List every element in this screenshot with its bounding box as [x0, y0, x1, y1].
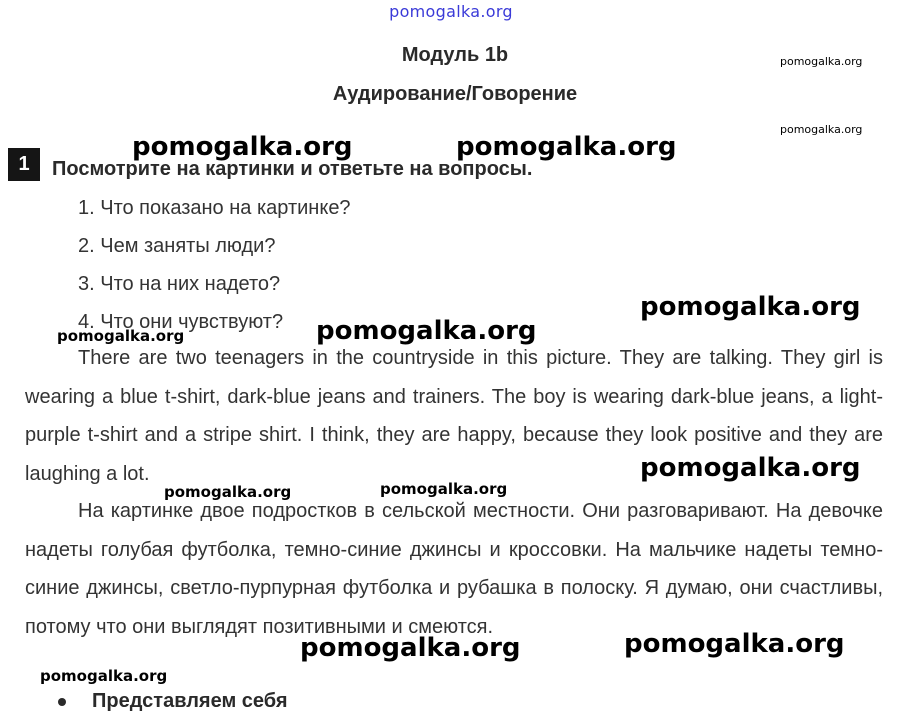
question-item: 2. Чем заняты люди?	[78, 235, 276, 257]
question-item: 1. Что показано на картинке?	[78, 197, 351, 219]
watermark-corner: pomogalka.org	[780, 55, 863, 68]
watermark-overlay: pomogalka.org	[164, 483, 292, 501]
watermark-overlay: pomogalka.org	[624, 629, 845, 659]
watermark-overlay: pomogalka.org	[132, 132, 353, 162]
section-title: Аудирование/Говорение	[332, 83, 578, 105]
task-title: Посмотрите на картинки и ответьте на вопросы.	[52, 158, 533, 180]
watermark-corner: pomogalka.org	[780, 123, 863, 136]
watermark-top: pomogalka.org	[389, 2, 513, 21]
answer-english: There are two teenagers in the countryside in this picture. They are talking. They girl is wearing a blue t-shirt, dark-blue jeans and trainers. The boy is wearing dark-blue jeans, a light-purple t-shirt and a stripe shirt. I think, they are happy, because they look positive and they are laughing a lot.	[25, 347, 883, 485]
next-section-heading: Представляем себя	[92, 690, 288, 712]
watermark-overlay: pomogalka.org	[456, 132, 677, 162]
module-title: Модуль 1b	[401, 44, 509, 66]
watermark-overlay: pomogalka.org	[40, 667, 168, 685]
bullet-icon	[58, 698, 66, 706]
watermark-overlay: pomogalka.org	[640, 292, 861, 322]
question-item: 3. Что на них надето?	[78, 273, 281, 295]
answer-russian: На картинке двое подростков в сельской местности. Они разговаривают. На девочке надеты голубая футболка, темно-синие джинсы и кроссовки. На мальчике надеты темно-синие джинсы, светло-пурпурная футболка и рубашка в полоску. Я думаю, они счастливы, потому что они выглядят позитивными и смеются.	[25, 500, 883, 638]
task-number-badge: 1	[8, 148, 40, 181]
question-item: 4. Что они чувствуют?	[78, 311, 284, 333]
watermark-overlay: pomogalka.org	[57, 327, 185, 345]
watermark-overlay: pomogalka.org	[316, 316, 537, 346]
watermark-overlay: pomogalka.org	[300, 633, 521, 663]
watermark-overlay: pomogalka.org	[380, 480, 508, 498]
watermark-overlay: pomogalka.org	[640, 453, 861, 483]
